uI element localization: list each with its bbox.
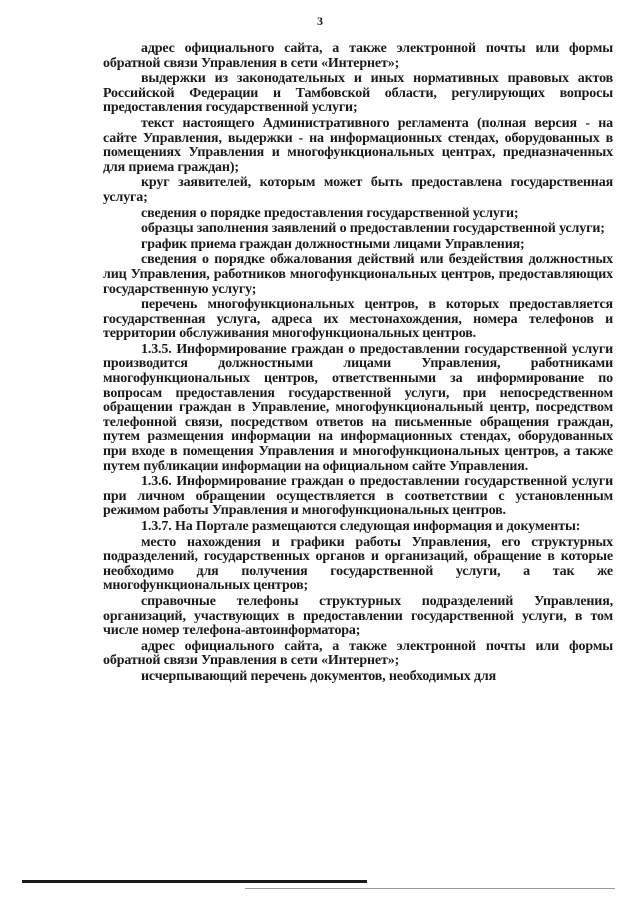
paragraph-form-samples: образцы заполнения заявлений о предоставлении государственной услуги; (141, 221, 605, 237)
paragraph-mfc-list: перечень многофункциональных центров, в которых предоставляется государственная услуга, адреса их местонахождения, номера телефонов и территории обслуживания многофункциональных центров. (103, 297, 613, 342)
paragraph-reference-phones: справочные телефоны структурных подразделений Управления, организаций, участвующих в предоставлении государственной услуги, в том числе номер телефона-автоинформатора; (103, 593, 613, 639)
paragraph-website-address: адрес официального сайта, а также электронной почты или формы обратной связи Управления в сети «Интернет»; (103, 41, 613, 71)
page-number: 3 (317, 14, 323, 28)
paragraph-location-schedules: место нахождения и графики работы Управления, его структурных подразделений, государственных органов и организаций, обращение в которые необходимо для получения государственной услуги, а так же многофункциональных центров; (103, 534, 613, 594)
document-body (103, 42, 613, 686)
paragraph-legal-acts: выдержки из законодательных и иных нормативных правовых актов Российской Федерации и Тамбовской области, регулирующих вопросы предоставления государственной услуги; (103, 71, 613, 116)
paragraph-section-1-3-5: 1.3.5. Информирование граждан о предоставлении государственной услуги производится должностными лицами Управления, работниками многофункциональных центров, ответственными за информирование по вопросам предоставления государственной услуги, при непосредственном обращении граждан в Управление, многофункциональный центр, посредством телефонной связи, посредством ответов на письменные обращения граждан, путем размещения информации на информационных стендах, оборудованных при входе в помещения Управления и многофункциональных центров, а также путем публикации информации на официальном сайте Управления. (103, 341, 613, 474)
paragraph-section-1-3-7: 1.3.7. На Портале размещаются следующая информация и документы: (141, 519, 581, 534)
bottom-rule-faint (245, 888, 615, 889)
paragraph-website-address-portal: адрес официального сайта, а также электронной почты или формы обратной связи Управления в сети «Интернет»; (103, 638, 613, 669)
bottom-rule (22, 880, 367, 883)
paragraph-appeal-procedure: сведения о порядке обжалования действий или бездействия должностных лиц Управления, работников многофункциональных центров, предоставляющих государственную услугу; (103, 252, 613, 297)
paragraph-procedure-info: сведения о порядке предоставления государственной услуги; (141, 205, 519, 221)
paragraph-documents-list: исчерпывающий перечень документов, необходимых для (141, 668, 497, 684)
paragraph-applicants: круг заявителей, которым может быть предоставлена государственная услуга; (103, 175, 613, 205)
paragraph-reception-schedule: график приема граждан должностными лицами Управления; (141, 236, 525, 252)
paragraph-section-1-3-6: 1.3.6. Информирование граждан о предоставлении государственной услуги при личном обращении осуществляется в соответствии с установленным режимом работы Управления и многофункциональных центров. (103, 474, 613, 519)
paragraph-regulation-text: текст настоящего Административного регламента (полная версия - на сайте Управления, выдержки - на информационных стендах, оборудованных в помещениях Управления и многофункциональных центрах, предназначенных для приема граждан); (103, 115, 613, 175)
